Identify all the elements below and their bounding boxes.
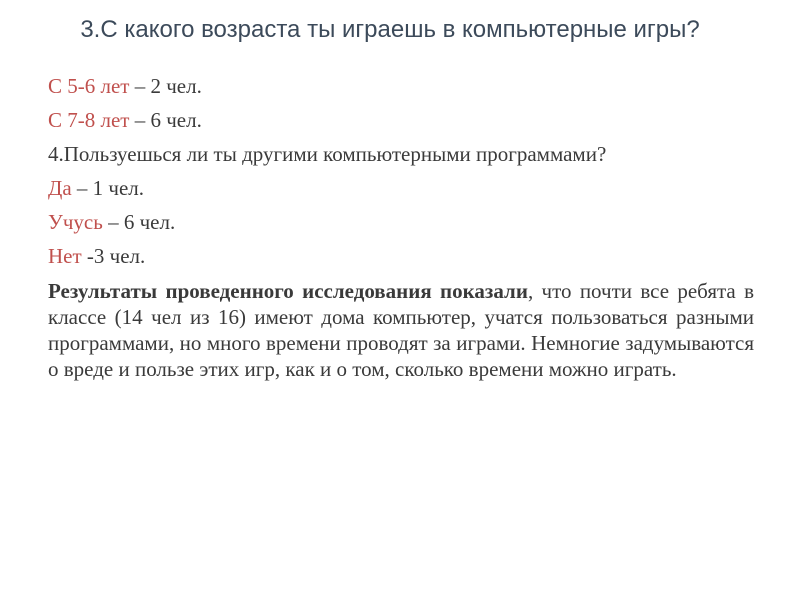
answer-q3-2 <box>48 108 754 133</box>
answer-q4-2 <box>48 210 754 235</box>
answer-count: – 6 чел. <box>129 108 202 132</box>
conclusion-text: , что почти все ребята в классе (14 чел из 16) имеют дома компьютер, учатся пользоваться разными программами, но много времени проводят за играми. Немногие задумываются о вреде и пользе этих игр, как и о том, сколько времени можно играть. <box>48 279 754 381</box>
slide-body <box>48 74 754 382</box>
answer-count: – 1 чел. <box>71 176 145 200</box>
answer-label: С 7-8 лет <box>48 108 130 132</box>
question-4: 4.Пользуешься ли ты другими компьютерными программами? <box>48 142 607 166</box>
answer-label: С 5-6 лет <box>48 74 130 98</box>
conclusion-lead: Результаты проведенного исследования показали <box>48 279 528 303</box>
answer-label: Нет <box>48 244 82 268</box>
answer-label: Учусь <box>48 210 103 234</box>
answer-q4-1 <box>48 176 754 201</box>
answer-count: – 6 чел. <box>102 210 176 234</box>
answer-count: – 2 чел. <box>129 74 202 98</box>
answer-label: Да <box>48 176 72 200</box>
answer-q4-3 <box>48 244 754 269</box>
answer-q3-1 <box>48 74 754 99</box>
answer-count: -3 чел. <box>81 244 146 268</box>
conclusion-paragraph <box>48 278 754 382</box>
slide-title: 3.С какого возраста ты играешь в компьютерные игры? <box>80 16 700 43</box>
